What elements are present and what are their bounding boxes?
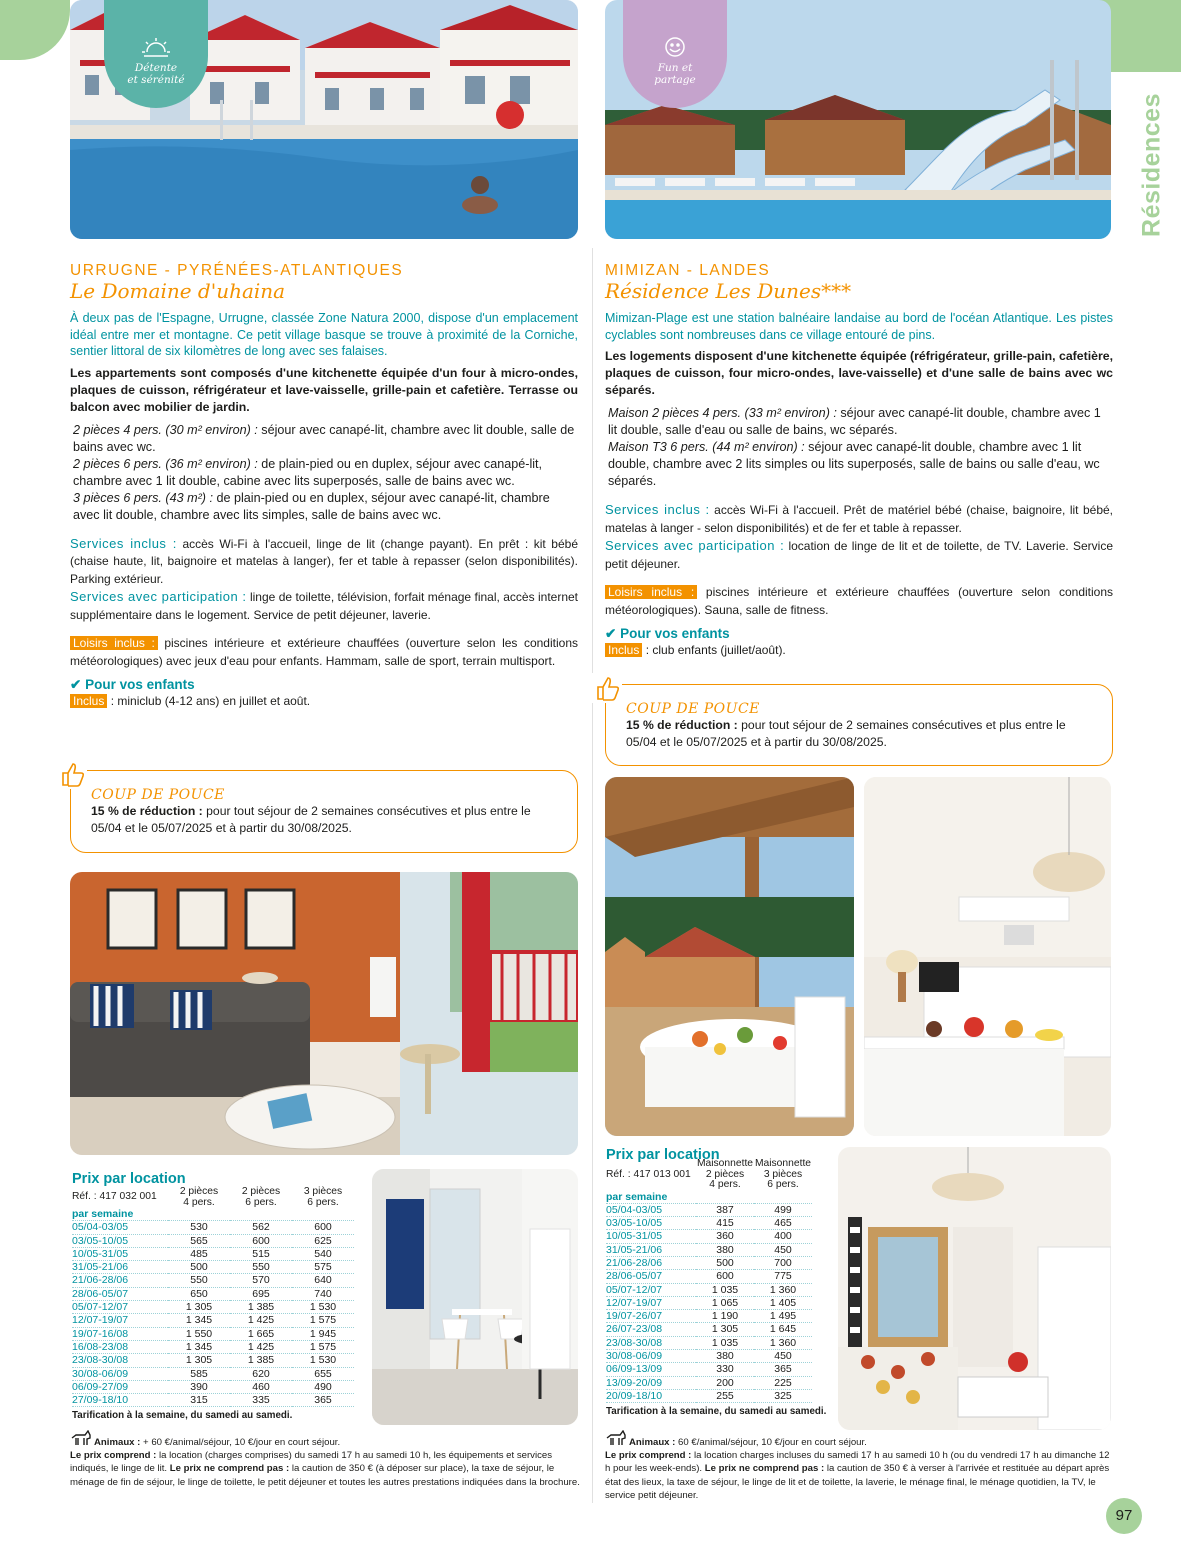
sun-icon: [141, 36, 171, 58]
table-row: [606, 1217, 812, 1230]
period-cell: 12/07-19/07: [606, 1296, 696, 1309]
column-divider: [592, 248, 593, 1503]
residence-name: Résidence Les Dunes***: [605, 279, 852, 303]
price-cell: 530: [168, 1221, 230, 1234]
location-title: URRUGNE - PYRÉNÉES-ATLANTIQUES: [70, 262, 404, 279]
table-row: [606, 1363, 812, 1376]
price-title: Prix par location: [72, 1171, 186, 1187]
table-row: [606, 1270, 812, 1283]
price-cell: 365: [754, 1363, 812, 1376]
coup-title: COUP DE POUCE: [626, 701, 760, 717]
price-cell: 515: [230, 1247, 292, 1260]
footer-mimizan: [605, 1436, 1115, 1502]
price-cell: 365: [292, 1394, 354, 1407]
thumbs-up-icon: [57, 759, 87, 789]
price-table-mimizan: [606, 1147, 831, 1419]
price-cell: 625: [292, 1234, 354, 1247]
period-cell: 16/08-23/08: [72, 1340, 168, 1353]
price-cell: 640: [292, 1274, 354, 1287]
table-row: [72, 1261, 354, 1274]
badge-line1: Fun et: [657, 62, 693, 74]
badge-detente: [104, 0, 208, 108]
price-cell: 450: [754, 1350, 812, 1363]
price-cell: 565: [168, 1234, 230, 1247]
price-cell: 1 405: [754, 1296, 812, 1309]
kids-text: Inclus : miniclub (4-12 ans) en juillet et août.: [70, 693, 578, 710]
check-icon: ✔: [70, 677, 82, 692]
price-cell: 1 530: [292, 1354, 354, 1367]
period-cell: 10/05-31/05: [72, 1247, 168, 1260]
table-row: [72, 1234, 354, 1247]
table-row: [72, 1287, 354, 1300]
apartments-text: Les appartements sont composés d'une kitchenette équipée d'un four à micro-ondes, plaques de cuisson, réfrigérateur et lave-vaisselle, grille-pain et cafetière. Terrasse ou balcon avec mobilier de jardin.: [70, 365, 578, 414]
period-cell: 28/06-05/07: [606, 1270, 696, 1283]
dog-icon: [605, 1430, 627, 1450]
price-cell: 499: [754, 1203, 812, 1216]
price-cell: 740: [292, 1287, 354, 1300]
price-cell: 325: [754, 1389, 812, 1402]
table-row: [72, 1314, 354, 1327]
price-cell: 1 645: [754, 1323, 812, 1336]
period-cell: 05/07-12/07: [72, 1301, 168, 1314]
period-cell: 30/08-06/09: [606, 1350, 696, 1363]
residence-mimizan: [605, 262, 1113, 659]
price-cell: 500: [696, 1256, 754, 1269]
price-cell: 700: [754, 1256, 812, 1269]
table-row: [606, 1336, 812, 1349]
coup-de-pouce-mimizan: [605, 684, 1113, 766]
table-row: [72, 1327, 354, 1340]
period-cell: 23/08-30/08: [606, 1336, 696, 1349]
price-cell: 570: [230, 1274, 292, 1287]
unit-list: [70, 422, 578, 524]
period-cell: 06/09-27/09: [72, 1380, 168, 1393]
price-cell: 775: [754, 1270, 812, 1283]
thumbs-up-icon: [592, 673, 622, 703]
period-cell: 03/05-10/05: [606, 1217, 696, 1230]
apartments-text: Les logements disposent d'une kitchenette équipée (réfrigérateur, grille-pain, cafetière, plaques de cuisson, four micro-ondes, lave-vaisselle) et d'une salle de bains avec wc séparés.: [605, 349, 1113, 397]
table-row: [72, 1394, 354, 1407]
period-cell: 05/04-03/05: [72, 1221, 168, 1234]
living-room-photo-urrugne: [70, 872, 578, 1155]
table-row: [72, 1274, 354, 1287]
price-cell: 1 945: [292, 1327, 354, 1340]
coup-title: COUP DE POUCE: [91, 787, 225, 803]
table-row: [606, 1323, 812, 1336]
unit-item: Maison 2 pièces 4 pers. (33 m² environ) : séjour avec canapé-lit double, chambre avec 1 lit double, salle d'eau ou salle de bains, wc séparés.: [608, 406, 1101, 437]
table-row: [606, 1203, 812, 1216]
terrace-photo-mimizan: [605, 777, 854, 1136]
price-cell: 225: [754, 1376, 812, 1389]
price-cell: 1 190: [696, 1310, 754, 1323]
coup-text: 15 % de réduction : pour tout séjour de 2 semaines consécutives et plus entre le 05/04 et le 05/07/2025 et à partir du 30/08/2025.: [91, 804, 531, 835]
price-cell: 1 550: [168, 1327, 230, 1340]
price-cell: 1 305: [168, 1301, 230, 1314]
price-cell: 335: [230, 1394, 292, 1407]
price-cell: 1 360: [754, 1283, 812, 1296]
period-cell: 20/09-18/10: [606, 1389, 696, 1402]
table-row: [72, 1301, 354, 1314]
check-icon: ✔: [605, 626, 617, 641]
table-row: [606, 1243, 812, 1256]
page-number: 97: [1106, 1498, 1142, 1534]
table-row: [72, 1340, 354, 1353]
price-cell: 1 385: [230, 1301, 292, 1314]
price-cell: 360: [696, 1230, 754, 1243]
price-cell: 400: [754, 1230, 812, 1243]
kids-title: ✔ Pour vos enfants: [70, 677, 195, 692]
price-title: Prix par location: [606, 1147, 720, 1163]
loisirs-block: Loisirs inclus : piscines intérieure et extérieure chauffées (ouverture selon les conditions météorologiques) avec jeux d'eau pour enfants. Hammam, salle de sport, terrain multisport.: [70, 636, 578, 668]
period-cell: 03/05-10/05: [72, 1234, 168, 1247]
coup-text: 15 % de réduction : pour tout séjour de 2 semaines consécutives et plus entre le 05/04 et le 05/07/2025 et à partir du 30/08/2025.: [626, 718, 1066, 749]
table-row: [606, 1230, 812, 1243]
period-cell: 23/08-30/08: [72, 1354, 168, 1367]
table-row: [606, 1376, 812, 1389]
price-cell: 1 345: [168, 1340, 230, 1353]
price-cell: 562: [230, 1221, 292, 1234]
period-cell: 31/05-21/06: [72, 1261, 168, 1274]
price-cell: 1 530: [292, 1301, 354, 1314]
price-cell: 550: [230, 1261, 292, 1274]
price-cell: 540: [292, 1247, 354, 1260]
price-table: Réf. : 417 032 001 2 pièces 4 pers. 2 pièces 6 pers. 3 pièces 6 pers. par semaine 05/04-03/05 530 562 600 03/05-10/05 565 600 625 10/05-31/05 485 515 540 31/05-21/06 500 550 575 21/06-28/06 550 570 640 28/06-05/07 650 695 740 05/07-12/07 1 305 1 385 1 530 12/07-19/07 1 345 1 425 1 575 19/07-16/08 1 550 1 665 1 945 16/08-23/08 1 345 1 425 1 575 23/08-30/08 1 305 1 385 1 530 30/08-06/09 585 620 655 06/09-27/09 390 460 490 27/09-18/10 315 335 365: [72, 1187, 354, 1407]
smiley-icon: [660, 36, 690, 58]
price-cell: 1 035: [696, 1336, 754, 1349]
animals-line: Animaux : + 60 €/animal/séjour, 10 €/jour en court séjour.: [70, 1436, 580, 1449]
includes-line: Le prix comprend : la location charges incluses du samedi 17 h au samedi 10 h (ou du vendredi 17 h au dimanche 12 h pour les week-ends). Le prix ne comprend pas : la caution de 350 € à verser à l'arrivée et restituée au départ après état des lieux, la taxe de séjour, le linge de lit et de toilette, la laverie, le ménage final, le ménage quotidien, la TV, le service petit déjeuner.: [605, 1450, 1110, 1501]
price-cell: 600: [696, 1270, 754, 1283]
period-cell: 28/06-05/07: [72, 1287, 168, 1300]
price-cell: 315: [168, 1394, 230, 1407]
table-row: [72, 1367, 354, 1380]
price-cell: 575: [292, 1261, 354, 1274]
table-row: [72, 1247, 354, 1260]
price-cell: 620: [230, 1367, 292, 1380]
period-cell: 10/05-31/05: [606, 1230, 696, 1243]
price-cell: 1 425: [230, 1340, 292, 1353]
table-row: [606, 1296, 812, 1309]
price-cell: 1 345: [168, 1314, 230, 1327]
period-cell: 26/07-23/08: [606, 1323, 696, 1336]
badge-line1: Détente: [134, 62, 178, 74]
animals-line: Animaux : 60 €/animal/séjour, 10 €/jour en court séjour.: [605, 1436, 1115, 1449]
badge-line2: et sérénité: [127, 74, 185, 86]
price-cell: 330: [696, 1363, 754, 1376]
price-cell: 450: [754, 1243, 812, 1256]
price-note: Tarification à la semaine, du samedi au samedi.: [606, 1406, 827, 1418]
table-row: [72, 1380, 354, 1393]
table-row: [606, 1256, 812, 1269]
price-cell: 655: [292, 1367, 354, 1380]
period-cell: 27/09-18/10: [72, 1394, 168, 1407]
price-cell: 390: [168, 1380, 230, 1393]
period-cell: 21/06-28/06: [72, 1274, 168, 1287]
corner-decoration-left: [0, 0, 70, 60]
price-cell: 1 385: [230, 1354, 292, 1367]
residence-name: Le Domaine d'uhaina: [70, 279, 286, 303]
intro-text: Mimizan-Plage est une station balnéaire landaise au bord de l'océan Atlantique. Les pistes cyclables sont nombreuses dans ce village entouré de pins.: [605, 311, 1113, 342]
price-cell: 387: [696, 1203, 754, 1216]
services-block: Services inclus : accès Wi-Fi à l'accueil, linge de lit (change payant). En prêt : kit bébé (chaise haute, lit, baignoire et matelas à langer), fer et table à repasser (selon disponibilités). Parking extérieur. Services avec participation : linge de toilette, télévision, forfait ménage final, accès internet supplémentaire dans le logement. Service de petit déjeuner, laverie.: [70, 535, 579, 622]
unit-item: Maison T3 6 pers. (44 m² environ) : séjour avec canapé-lit double, chambre avec 1 lit double, chambre avec 2 lits simples ou lits superposés, salle de bains ou salle d'eau, wc séparés.: [608, 440, 1100, 488]
table-row: [72, 1354, 354, 1367]
price-cell: 485: [168, 1247, 230, 1260]
price-cell: 380: [696, 1243, 754, 1256]
period-cell: 19/07-26/07: [606, 1310, 696, 1323]
unit-item: 2 pièces 6 pers. (36 m² environ) : de plain-pied ou en duplex, séjour avec canapé-lit, chambre avec 1 lit double, cabine avec lits superposés, salle de bains avec wc.: [73, 456, 543, 488]
price-cell: 1 305: [696, 1323, 754, 1336]
price-note: Tarification à la semaine, du samedi au samedi.: [72, 1410, 293, 1422]
price-table: Réf. : 417 013 001 Maisonnette 2 pièces 4 pers. Maisonnette 3 pièces 6 pers. par semaine 05/04-03/05 387 499 03/05-10/05 415 465 10/05-31/05 360 400 31/05-21/06 380 450 21/06-28/06 500 700 28/06-05/07 600 775 05/07-12/07 1 035 1 360 12/07-19/07 1 065 1 405 19/07-26/07 1 190 1 495 26/07-23/08 1 305 1 645 23/08-30/08 1 035 1 360 30/08-06/09 380 450 06/09-13/09 330 365 13/09-20/09 200 225 20/09-18/10 255 325: [606, 1158, 812, 1402]
badge-line2: partage: [654, 74, 696, 86]
period-cell: 19/07-16/08: [72, 1327, 168, 1340]
period-cell: 06/09-13/09: [606, 1363, 696, 1376]
price-cell: 550: [168, 1274, 230, 1287]
price-cell: 1 665: [230, 1327, 292, 1340]
coup-de-pouce-urrugne: [70, 770, 578, 853]
table-row: [606, 1350, 812, 1363]
price-cell: 490: [292, 1380, 354, 1393]
price-cell: 1 575: [292, 1314, 354, 1327]
table-row: [72, 1221, 354, 1234]
price-cell: 600: [292, 1221, 354, 1234]
table-row: [606, 1283, 812, 1296]
kids-text: Inclus : club enfants (juillet/août).: [605, 642, 1113, 659]
period-cell: 05/07-12/07: [606, 1283, 696, 1296]
pool-photo-mimizan: [605, 0, 1111, 239]
footer-urrugne: [70, 1436, 580, 1489]
period-cell: 13/09-20/09: [606, 1376, 696, 1389]
price-table-urrugne: [72, 1171, 362, 1423]
price-cell: 1 035: [696, 1283, 754, 1296]
price-cell: 650: [168, 1287, 230, 1300]
location-title: MIMIZAN - LANDES: [605, 262, 771, 279]
unit-list: [605, 405, 1113, 490]
unit-item: 3 pièces 6 pers. (43 m²) : de plain-pied ou en duplex, séjour avec canapé-lit, chambre avec lit double, chambre avec lits simples, salle de bains avec wc.: [73, 490, 550, 522]
price-cell: 1 425: [230, 1314, 292, 1327]
intro-text: À deux pas de l'Espagne, Urrugne, classée Zone Natura 2000, dispose d'un emplacement idéal entre mer et montagne. Ce petit village basque se trouve à proximité de la Corniche, sentier littoral de six kilomètres de long avec ses falaises.: [70, 311, 578, 358]
price-cell: 200: [696, 1376, 754, 1389]
living-room-photo-mimizan: [838, 1147, 1111, 1430]
period-cell: 30/08-06/09: [72, 1367, 168, 1380]
price-cell: 585: [168, 1367, 230, 1380]
section-label: Résidences: [1137, 93, 1166, 237]
price-cell: 1 305: [168, 1354, 230, 1367]
price-cell: 415: [696, 1217, 754, 1230]
services-block: Services inclus : accès Wi-Fi à l'accueil. Prêt de matériel bébé (chaise, baignoire, lit bébé, matelas à langer - selon disponibilités) et de fer et table à repasser. Services avec participation : location de linge de lit et de toilette, de TV. Laverie. Service petit déjeuner.: [605, 502, 1114, 571]
price-cell: 1 575: [292, 1340, 354, 1353]
badge-fun: [623, 0, 727, 108]
loisirs-block: Loisirs inclus : piscines intérieure et extérieure chauffées (ouverture selon conditions météorologiques). Sauna, salle de fitness.: [605, 585, 1113, 617]
dog-icon: [70, 1430, 92, 1450]
period-cell: 31/05-21/06: [606, 1243, 696, 1256]
table-row: [606, 1389, 812, 1402]
kitchen-photo-mimizan: [864, 777, 1111, 1136]
dining-photo-urrugne: [372, 1169, 578, 1425]
price-cell: 695: [230, 1287, 292, 1300]
price-cell: 460: [230, 1380, 292, 1393]
period-cell: 12/07-19/07: [72, 1314, 168, 1327]
price-cell: 1 495: [754, 1310, 812, 1323]
period-cell: 05/04-03/05: [606, 1203, 696, 1216]
table-row: [606, 1310, 812, 1323]
residence-urrugne: [70, 262, 578, 710]
kids-title: ✔ Pour vos enfants: [605, 626, 730, 641]
price-cell: 380: [696, 1350, 754, 1363]
pool-photo-urrugne: [70, 0, 578, 239]
price-cell: 500: [168, 1261, 230, 1274]
price-cell: 600: [230, 1234, 292, 1247]
period-cell: 21/06-28/06: [606, 1256, 696, 1269]
price-cell: 1 065: [696, 1296, 754, 1309]
price-cell: 255: [696, 1389, 754, 1402]
unit-item: 2 pièces 4 pers. (30 m² environ) : séjour avec canapé-lit, chambre avec lit double, salle de bains avec wc.: [73, 422, 575, 454]
price-cell: 465: [754, 1217, 812, 1230]
price-cell: 1 360: [754, 1336, 812, 1349]
includes-line: Le prix comprend : la location (charges comprises) du samedi 17 h au samedi 10 h, les équipements et services indiqués, le linge de lit. Le prix ne comprend pas : la caution de 350 € (à déposer sur place), la taxe de séjour, le ménage de fin de séjour, le linge de toilette, le petit déjeuner et toutes les autres prestations indiquées dans la brochure.: [70, 1450, 580, 1488]
